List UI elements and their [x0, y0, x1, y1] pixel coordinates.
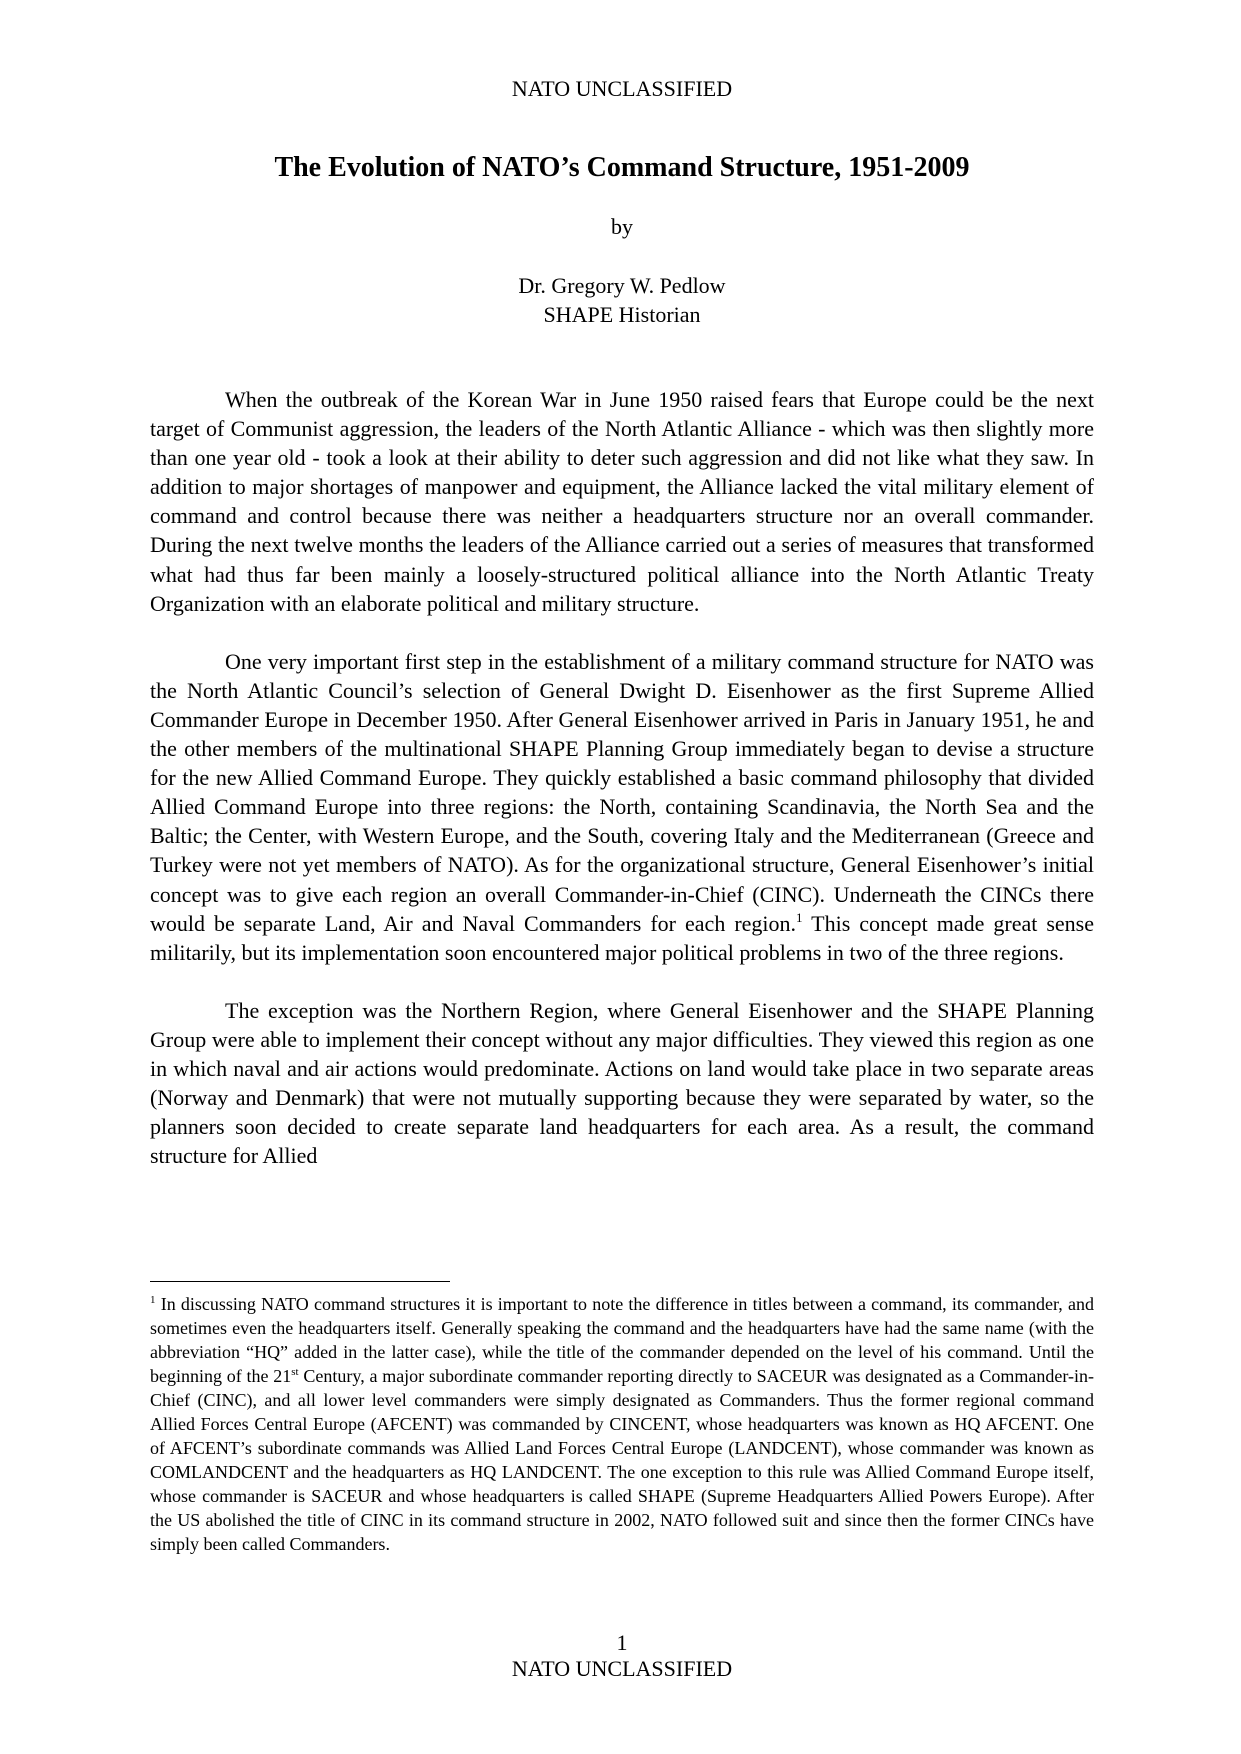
author-title: SHAPE Historian	[543, 302, 701, 327]
body-text	[150, 385, 1094, 1199]
footnote	[150, 1292, 1094, 1556]
footnote-text: In discussing NATO command structures it is important to note the difference in titles between a command, its commander, and sometimes even the headquarters itself. Generally speaking the command and the headquarters have had the same name (with the abbreviation “HQ” added in the latter case), while the title of the commander depended on the level of his command. Until the beginning of the 21	[150, 1294, 1095, 1386]
byline: by	[611, 214, 633, 239]
document-title: The Evolution of NATO’s Command Structure, 1951-2009	[274, 152, 970, 183]
paragraph	[150, 647, 1094, 967]
paragraph: When the outbreak of the Korean War in June 1950 raised fears that Europe could be the next target of Communist aggression, the leaders of the North Atlantic Alliance - which was then slightly more than one year old - took a look at their ability to deter such aggression and did not like what they saw. In addition to major shortages of manpower and equipment, the Alliance lacked the vital military element of command and control because there was neither a headquarters structure nor an overall commander. During the next twelve months the leaders of the Alliance carried out a series of measures that transformed what had thus far been mainly a loosely-structured political alliance into the North Atlantic Treaty Organization with an elaborate political and military structure.	[150, 387, 1094, 616]
paragraph-text: One very important first step in the establishment of a military command structure for NATO was the North Atlantic Council’s selection of General Dwight D. Eisenhower as the first Supreme Allied Commander Europe in December 1950. After General Eisenhower arrived in Paris in January 1951, he and the other members of the multinational SHAPE Planning Group immediately began to devise a structure for the new Allied Command Europe. They quickly established a basic command philosophy that divided Allied Command Europe into three regions: the North, containing Scandinavia, the North Sea and the Baltic; the Center, with Western Europe, and the South, covering Italy and the Mediterranean (Greece and Turkey were not yet members of NATO). As for the organizational structure, General Eisenhower’s initial concept was to give each region an overall Commander-in-Chief (CINC). Underneath the CINCs there would be separate Land, Air and Naval Commanders for each region.	[150, 648, 1094, 936]
author-block	[150, 271, 1094, 329]
paragraph-text: This concept made great sense militarily, but its implementation soon encountered major political problems in two of the three regions.	[150, 910, 1095, 965]
footnote-divider	[150, 1281, 450, 1282]
classification-footer: NATO UNCLASSIFIED	[511, 1656, 733, 1681]
paragraph: The exception was the Northern Region, where General Eisenhower and the SHAPE Planning Group were able to implement their concept without any major difficulties. They viewed this region as one in which naval and air actions would predominate. Actions on land would take place in two separate areas (Norway and Denmark) that were not mutually supporting because they were separated by water, so the planners soon decided to create separate land headquarters for each area. As a result, the command structure for Allied	[150, 997, 1094, 1169]
footnote-text: Century, a major subordinate commander reporting directly to SACEUR was designated as a Commander-in-Chief (CINC), and all lower level commanders were simply designated as Commanders. Thus the former regional command Allied Forces Central Europe (AFCENT) was commanded by CINCENT, whose headquarters was known as HQ AFCENT. One of AFCENT’s subordinate commands was Allied Land Forces Central Europe (LANDCENT), whose commander was known as COMLANDCENT and the headquarters as HQ LANDCENT. The one exception to this rule was Allied Command Europe itself, whose commander is SACEUR and whose headquarters is called SHAPE (Supreme Headquarters Allied Powers Europe). After the US abolished the title of CINC in its command structure in 2002, NATO followed suit and since then the former CINCs have simply been called Commanders.	[150, 1366, 1094, 1554]
author-name: Dr. Gregory W. Pedlow	[518, 273, 726, 298]
footnote-reference: 1	[796, 909, 803, 925]
classification-header: NATO UNCLASSIFIED	[511, 76, 733, 101]
footnote-marker: 1	[150, 1294, 156, 1306]
footnote-ordinal: st	[291, 1366, 299, 1378]
page-number: 1	[616, 1630, 628, 1655]
